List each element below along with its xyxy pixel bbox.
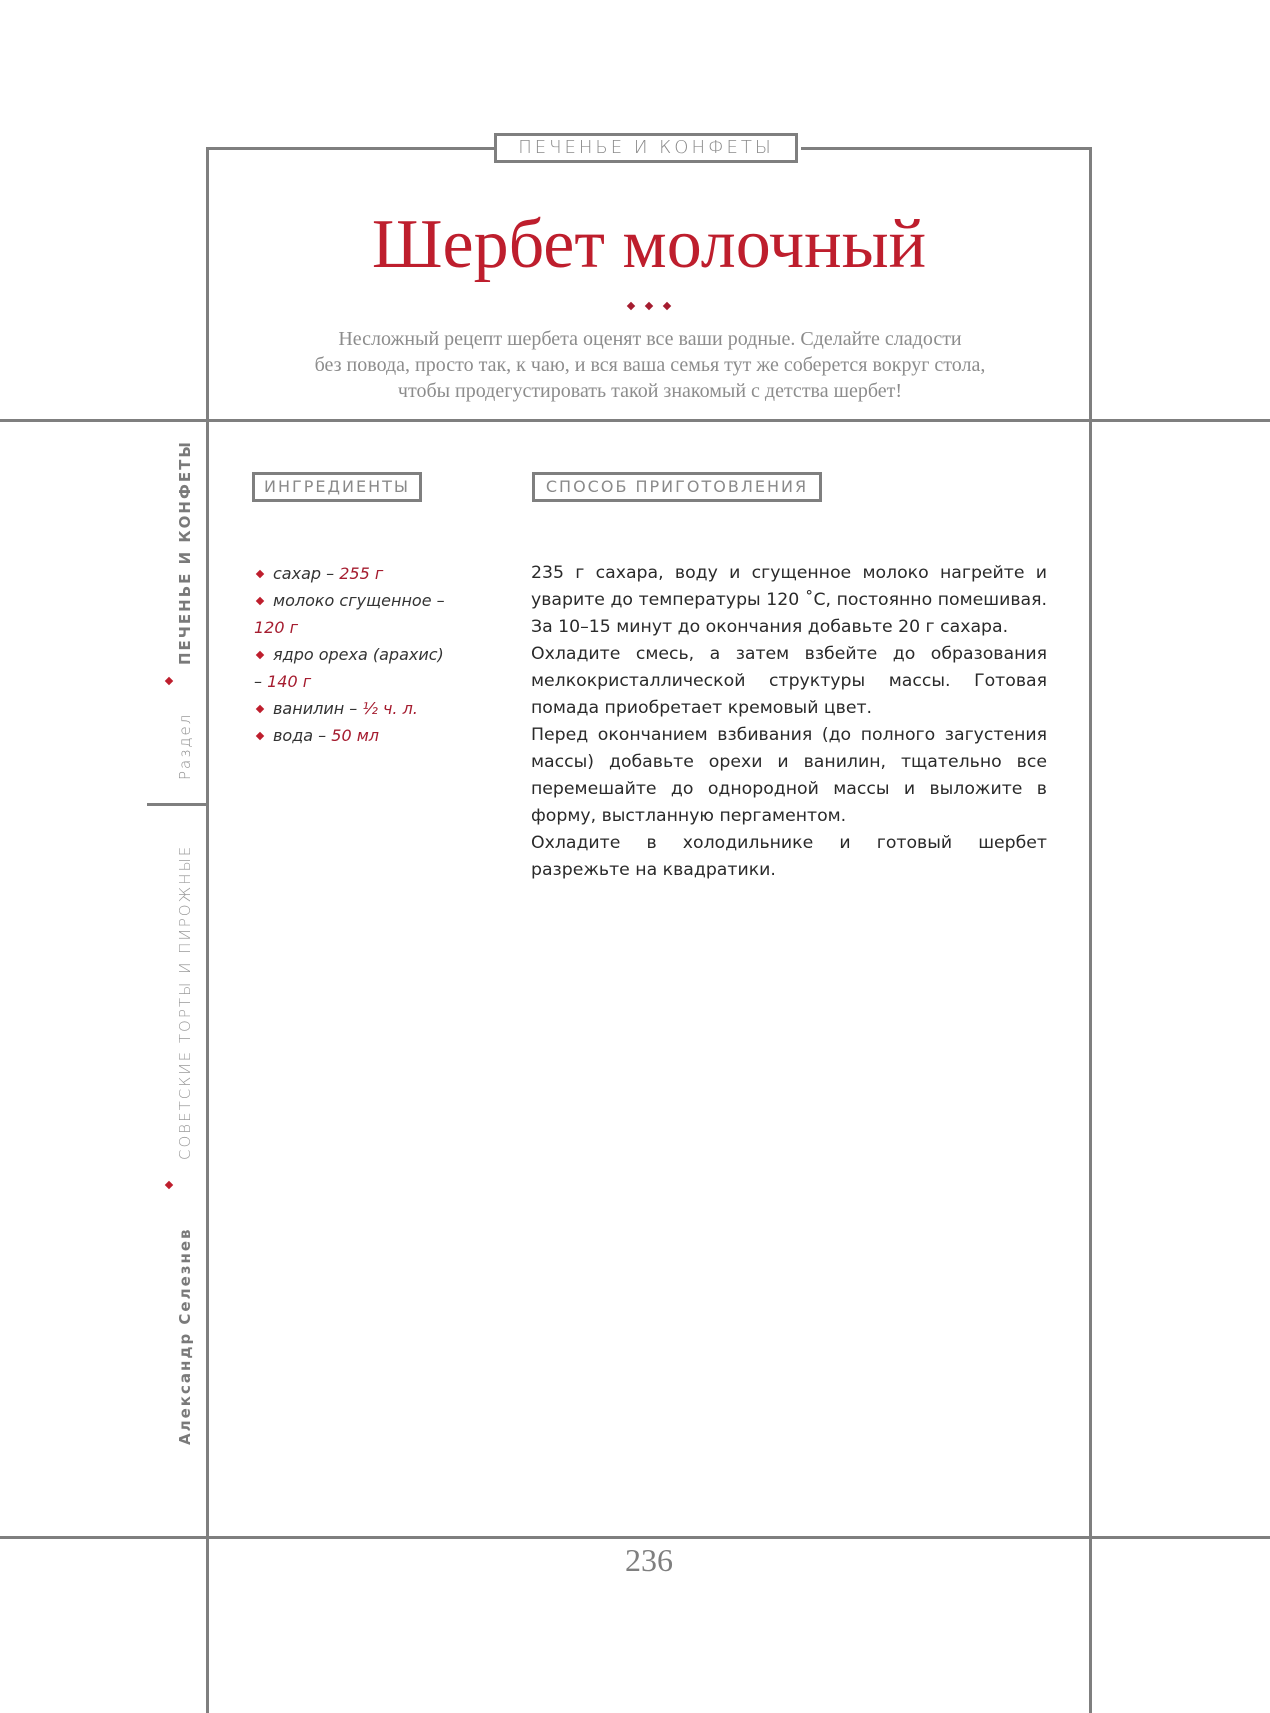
ingredient-amount: 50 мл	[331, 726, 380, 745]
ingredient-name: ванилин –	[273, 699, 363, 718]
diamond-icon	[627, 302, 635, 310]
ingredient-item	[254, 587, 454, 641]
frame-left-rule	[206, 147, 209, 1713]
diamond-bullet-icon	[256, 731, 264, 739]
sidebar-divider	[147, 803, 208, 806]
frame-right-rule	[1089, 147, 1092, 1713]
diamond-icon	[663, 302, 671, 310]
footer-divider	[0, 1536, 1270, 1539]
diamond-bullet-icon	[256, 569, 264, 577]
ingredient-amount: 140 г	[267, 672, 312, 691]
diamond-bullet-icon	[256, 596, 264, 604]
diamond-bullet-icon	[256, 704, 264, 712]
frame-top-rule-right	[801, 147, 1092, 150]
method-paragraph: Перед окончанием взбивания (до полного загустения массы) добавьте орехи и ванилин, тщательно все перемешайте до однородной массы и выложите в форму, выстланную пергаментом.	[531, 725, 1047, 826]
ingredient-name: ядро ореха (арахис) –	[254, 645, 444, 691]
intro-line: Несложный рецепт шербета оценят все ваши родные. Сделайте сладости	[338, 328, 962, 350]
title-ornament	[209, 296, 1089, 314]
diamond-icon	[645, 302, 653, 310]
method-paragraph: Охладите в холодильнике и готовый шербет разрежьте на квадратики.	[531, 833, 1047, 880]
frame-top-rule-left	[207, 147, 495, 150]
ingredient-name: сахар –	[273, 564, 340, 583]
ingredient-name: молоко сгущенное –	[273, 591, 445, 610]
section-header: ПЕЧЕНЬЕ И КОНФЕТЫ	[494, 133, 798, 163]
diamond-icon	[165, 677, 173, 685]
ingredient-amount: 120 г	[254, 618, 299, 637]
ingredient-item	[254, 641, 454, 695]
ingredient-amount: 255 г	[339, 564, 384, 583]
ingredients-list	[254, 560, 454, 749]
ingredient-item	[254, 722, 454, 749]
diamond-bullet-icon	[256, 650, 264, 658]
method-paragraph: 235 г сахара, воду и сгущенное молоко нагрейте и уварите до температуры 120 ˚С, постоянно помешивая. За 10–15 минут до окончания добавьте 20 г сахара.	[531, 563, 1047, 637]
ingredient-amount: ½ ч. л.	[362, 699, 418, 718]
sidebar-section-word: Раздел	[176, 712, 194, 780]
method-text	[531, 560, 1047, 884]
intro-line: без повода, просто так, к чаю, и вся ваша семья тут же соберется вокруг стола,	[314, 354, 986, 376]
page-number: 236	[625, 1542, 673, 1578]
sidebar-author: Александр Селезнев	[176, 1227, 194, 1445]
ingredient-name: вода –	[273, 726, 332, 745]
ingredient-item	[254, 695, 454, 722]
method-label: СПОСОБ ПРИГОТОВЛЕНИЯ	[532, 472, 822, 502]
diamond-icon	[165, 1181, 173, 1189]
recipe-intro	[230, 326, 1070, 404]
ingredient-item	[254, 560, 454, 587]
recipe-title: Шербет молочный	[371, 206, 927, 283]
method-paragraph: Охладите смесь, а затем взбейте до образования мелкокристаллической структуры массы. Готовая помада приобретает кремовый цвет.	[531, 644, 1047, 718]
sidebar-book-title: СОВЕТСКИЕ ТОРТЫ И ПИРОЖНЫЕ	[176, 844, 194, 1160]
header-divider	[0, 419, 1270, 422]
intro-line: чтобы продегустировать такой знакомый с детства шербет!	[397, 380, 903, 402]
sidebar-section-name: ПЕЧЕНЬЕ И КОНФЕТЫ	[176, 440, 194, 665]
ingredients-label: ИНГРЕДИЕНТЫ	[252, 472, 422, 502]
